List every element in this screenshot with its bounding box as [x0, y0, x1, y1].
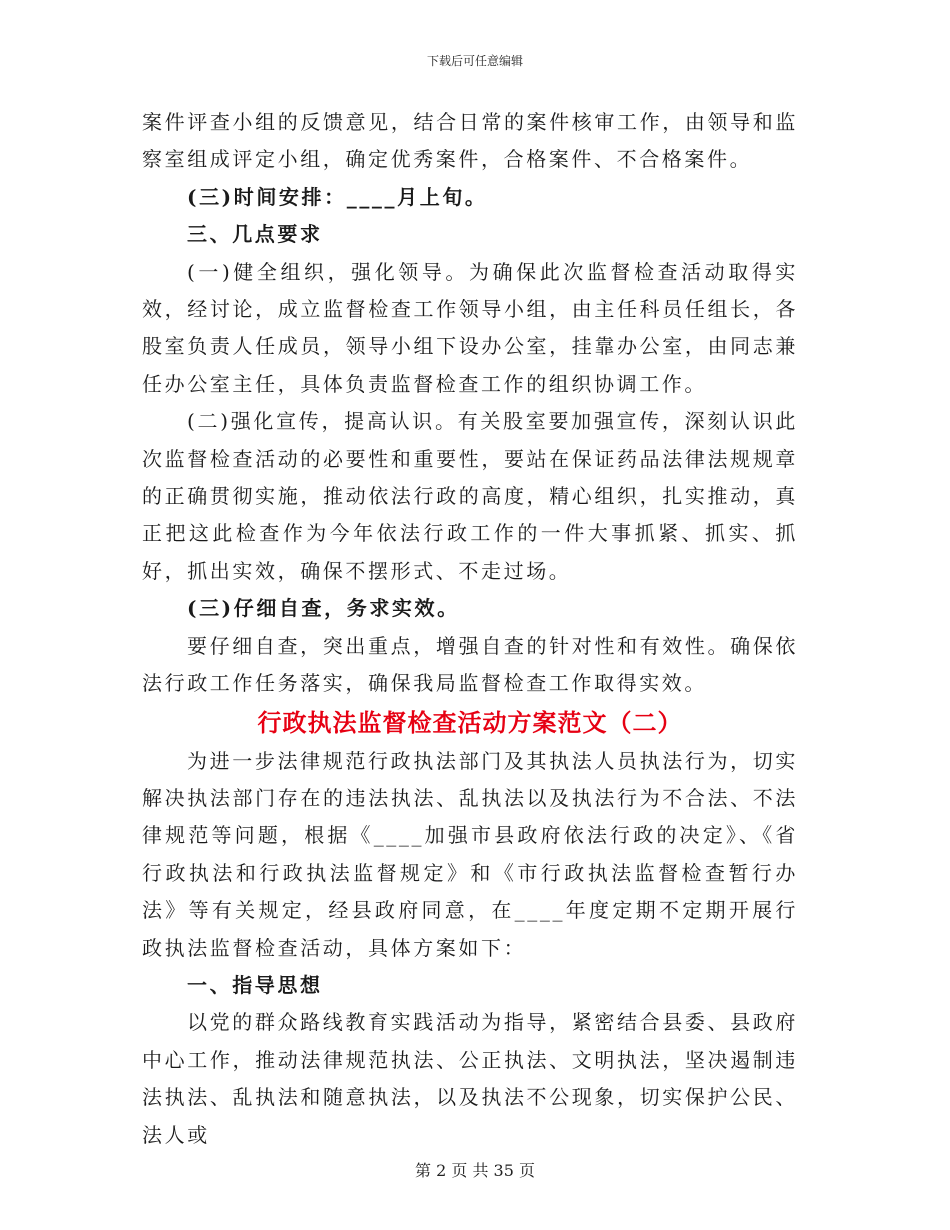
document-title: 行政执法监督检查活动方案范文（二）: [257, 707, 683, 737]
page-footer: 第 2 页 共 35 页: [415, 1161, 535, 1180]
section-heading-guiding-ideology: 一、指导思想: [187, 972, 323, 997]
subheading-schedule: (三)时间安排：____月上旬。: [187, 184, 488, 209]
document-body: [142, 104, 798, 1154]
page-header: 下载后可任意编辑: [426, 54, 523, 68]
paragraph-publicity: (二)强化宣传，提高认识。有关股室要加强宣传，深刻认识此次监督检查活动的必要性和重要性，要站在保证药品法律法规规章的正确贯彻实施，推动依法行政的高度，精心组织，扎实推动，真正把这此检查作为今年依法行政工作的一件大事抓紧、抓实、抓好，抓出实效，确保不摆形式、不走过场。: [142, 409, 798, 583]
paragraph-guiding-ideology: 以党的群众路线教育实践活动为指导，紧密结合县委、县政府中心工作，推动法律规范执法、公正执法、文明执法，坚决遏制违法执法、乱执法和随意执法，以及执法不公现象，切实保护公民、法人或: [142, 1010, 798, 1147]
paragraph-intro: 为进一步法律规范行政执法部门及其执法人员执法行为，切实解决执法部门存在的违法执法、乱执法以及执法行为不合法、不法律规范等问题，根据《____加强市县政府依法行政的决定》、《省行政执法和行政执法监督规定》和《市行政执法监督检查暂行办法》等有关规定，经县政府同意，在____年度定期不定期开展行政执法监督检查活动，具体方案如下：: [142, 748, 798, 960]
paragraph-case-review: 案件评查小组的反馈意见，结合日常的案件核审工作，由领导和监察室组成评定小组，确定优秀案件，合格案件、不合格案件。: [142, 110, 798, 172]
section-heading-requirements: 三、几点要求: [187, 222, 323, 247]
subheading-self-check: (三)仔细自查，务求实效。: [187, 596, 460, 621]
paragraph-self-check: 要仔细自查，突出重点，增强自查的针对性和有效性。确保依法行政工作任务落实，确保我局监督检查工作取得实效。: [142, 633, 798, 696]
paragraph-organization: (一)健全组织，强化领导。为确保此次监督检查活动取得实效，经讨论，成立监督检查工作领导小组，由主任科员任组长，各股室负责人任成员，领导小组下设办公室，挂靠办公室，由同志兼任办公室主任，具体负责监督检查工作的组织协调工作。: [142, 259, 798, 396]
